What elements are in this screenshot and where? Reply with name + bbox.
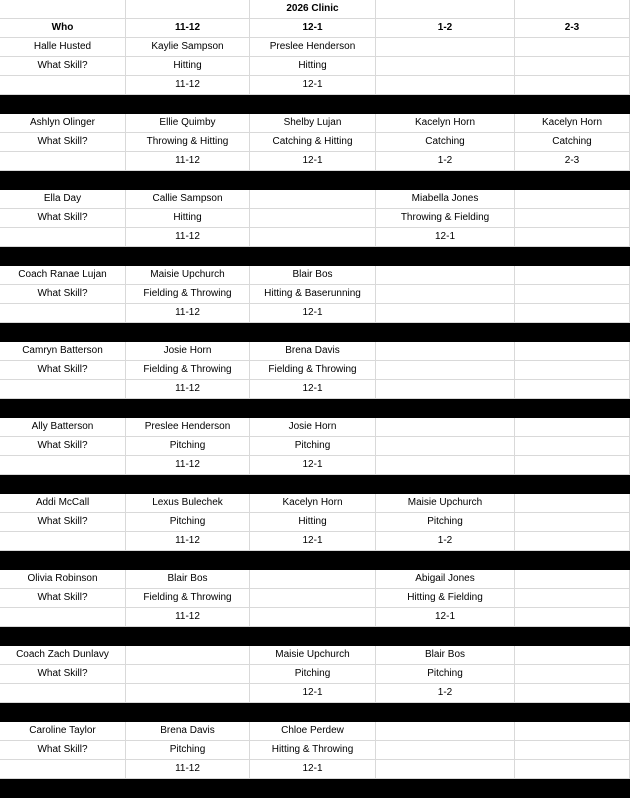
name-cell-who[interactable]: Coach Zach Dunlavy xyxy=(0,646,126,665)
time-cell-2-3[interactable]: 2-3 xyxy=(515,152,630,171)
time-cell-2-3[interactable] xyxy=(515,684,630,703)
skill-cell-11-12[interactable]: Hitting xyxy=(126,57,250,76)
name-cell-2-3[interactable]: Kacelyn Horn xyxy=(515,114,630,133)
title-cell-2-3[interactable] xyxy=(515,0,630,19)
name-cell-1-2[interactable]: Abigail Jones xyxy=(376,570,515,589)
skill-cell-12-1[interactable]: Catching & Hitting xyxy=(250,133,376,152)
name-cell-1-2[interactable]: Maisie Upchurch xyxy=(376,494,515,513)
skill-cell-11-12[interactable]: Pitching xyxy=(126,513,250,532)
time-cell-who[interactable] xyxy=(0,76,126,95)
skill-cell-2-3[interactable] xyxy=(515,209,630,228)
skill-cell-2-3[interactable] xyxy=(515,57,630,76)
skill-cell-1-2[interactable]: Catching xyxy=(376,133,515,152)
time-cell-2-3[interactable] xyxy=(515,532,630,551)
time-cell-who[interactable] xyxy=(0,228,126,247)
time-cell-12-1[interactable]: 12-1 xyxy=(250,684,376,703)
name-cell-1-2[interactable]: Kacelyn Horn xyxy=(376,114,515,133)
time-cell-2-3[interactable] xyxy=(515,228,630,247)
skill-cell-11-12[interactable]: Throwing & Hitting xyxy=(126,133,250,152)
name-cell-11-12[interactable]: Kaylie Sampson xyxy=(126,38,250,57)
time-cell-1-2[interactable] xyxy=(376,304,515,323)
name-cell-2-3[interactable] xyxy=(515,722,630,741)
skill-cell-1-2[interactable] xyxy=(376,741,515,760)
name-cell-who[interactable]: Ashlyn Olinger xyxy=(0,114,126,133)
skill-cell-2-3[interactable] xyxy=(515,589,630,608)
time-cell-12-1[interactable]: 12-1 xyxy=(250,380,376,399)
title-cell-12-1[interactable]: 2026 Clinic xyxy=(250,0,376,19)
block-separator-bar xyxy=(0,247,630,266)
block-separator-bar xyxy=(0,171,630,190)
name-cell-12-1[interactable]: Shelby Lujan xyxy=(250,114,376,133)
block-separator-bar xyxy=(0,399,630,418)
time-cell-2-3[interactable] xyxy=(515,380,630,399)
name-cell-12-1[interactable]: Blair Bos xyxy=(250,266,376,285)
name-cell-1-2[interactable]: Miabella Jones xyxy=(376,190,515,209)
time-cell-12-1[interactable]: 12-1 xyxy=(250,152,376,171)
name-cell-1-2[interactable]: Blair Bos xyxy=(376,646,515,665)
header-cell-2-3[interactable]: 2-3 xyxy=(515,19,630,38)
skill-cell-1-2[interactable]: Throwing & Fielding xyxy=(376,209,515,228)
time-cell-11-12[interactable]: 11-12 xyxy=(126,152,250,171)
skill-cell-12-1[interactable]: Hitting & Baserunning xyxy=(250,285,376,304)
block-separator-bar xyxy=(0,475,630,494)
skill-cell-11-12[interactable]: Hitting xyxy=(126,209,250,228)
skill-cell-who[interactable]: What Skill? xyxy=(0,741,126,760)
name-cell-11-12[interactable] xyxy=(126,646,250,665)
name-cell-12-1[interactable]: Chloe Perdew xyxy=(250,722,376,741)
skill-cell-1-2[interactable]: Pitching xyxy=(376,665,515,684)
time-cell-who[interactable] xyxy=(0,304,126,323)
skill-cell-12-1[interactable] xyxy=(250,209,376,228)
time-cell-11-12[interactable]: 11-12 xyxy=(126,760,250,779)
name-cell-1-2[interactable] xyxy=(376,266,515,285)
name-cell-2-3[interactable] xyxy=(515,418,630,437)
skill-cell-2-3[interactable] xyxy=(515,665,630,684)
time-cell-1-2[interactable] xyxy=(376,380,515,399)
time-cell-1-2[interactable]: 1-2 xyxy=(376,152,515,171)
name-cell-12-1[interactable]: Josie Horn xyxy=(250,418,376,437)
skill-cell-who[interactable]: What Skill? xyxy=(0,285,126,304)
time-cell-11-12[interactable]: 11-12 xyxy=(126,380,250,399)
time-cell-12-1[interactable]: 12-1 xyxy=(250,456,376,475)
time-cell-who[interactable] xyxy=(0,608,126,627)
time-cell-1-2[interactable] xyxy=(376,76,515,95)
title-cell-11-12[interactable] xyxy=(126,0,250,19)
skill-cell-12-1[interactable]: Pitching xyxy=(250,665,376,684)
skill-cell-11-12[interactable]: Pitching xyxy=(126,741,250,760)
name-cell-12-1[interactable]: Preslee Henderson xyxy=(250,38,376,57)
name-cell-12-1[interactable]: Maisie Upchurch xyxy=(250,646,376,665)
name-cell-12-1[interactable] xyxy=(250,190,376,209)
name-cell-2-3[interactable] xyxy=(515,342,630,361)
name-cell-1-2[interactable] xyxy=(376,418,515,437)
time-cell-11-12[interactable]: 11-12 xyxy=(126,76,250,95)
time-cell-1-2[interactable]: 1-2 xyxy=(376,684,515,703)
skill-cell-11-12[interactable]: Fielding & Throwing xyxy=(126,361,250,380)
time-cell-12-1[interactable]: 12-1 xyxy=(250,760,376,779)
block-separator-bar xyxy=(0,323,630,342)
name-cell-who[interactable]: Olivia Robinson xyxy=(0,570,126,589)
name-cell-who[interactable]: Ally Batterson xyxy=(0,418,126,437)
skill-cell-1-2[interactable]: Hitting & Fielding xyxy=(376,589,515,608)
skill-cell-12-1[interactable]: Pitching xyxy=(250,437,376,456)
skill-cell-12-1[interactable]: Fielding & Throwing xyxy=(250,361,376,380)
name-cell-1-2[interactable] xyxy=(376,38,515,57)
skill-cell-2-3[interactable]: Catching xyxy=(515,133,630,152)
skill-cell-12-1[interactable] xyxy=(250,589,376,608)
skill-cell-who[interactable]: What Skill? xyxy=(0,589,126,608)
block-separator-bar xyxy=(0,703,630,722)
block-separator-bar xyxy=(0,779,630,798)
skill-cell-1-2[interactable] xyxy=(376,285,515,304)
name-cell-who[interactable]: Ella Day xyxy=(0,190,126,209)
skill-cell-who[interactable]: What Skill? xyxy=(0,513,126,532)
name-cell-2-3[interactable] xyxy=(515,494,630,513)
skill-cell-who[interactable]: What Skill? xyxy=(0,665,126,684)
block-separator-bar xyxy=(0,551,630,570)
title-cell-who[interactable] xyxy=(0,0,126,19)
skill-cell-1-2[interactable] xyxy=(376,57,515,76)
name-cell-11-12[interactable]: Josie Horn xyxy=(126,342,250,361)
time-cell-2-3[interactable] xyxy=(515,456,630,475)
skill-cell-1-2[interactable] xyxy=(376,437,515,456)
name-cell-11-12[interactable]: Maisie Upchurch xyxy=(126,266,250,285)
name-cell-12-1[interactable] xyxy=(250,570,376,589)
time-cell-2-3[interactable] xyxy=(515,76,630,95)
skill-cell-12-1[interactable]: Hitting xyxy=(250,513,376,532)
name-cell-11-12[interactable]: Callie Sampson xyxy=(126,190,250,209)
time-cell-1-2[interactable]: 12-1 xyxy=(376,228,515,247)
block-separator-bar xyxy=(0,95,630,114)
time-cell-1-2[interactable]: 1-2 xyxy=(376,532,515,551)
time-cell-11-12[interactable]: 11-12 xyxy=(126,532,250,551)
name-cell-who[interactable]: Coach Ranae Lujan xyxy=(0,266,126,285)
time-cell-11-12[interactable]: 11-12 xyxy=(126,608,250,627)
block-separator-bar xyxy=(0,627,630,646)
header-cell-11-12[interactable]: 11-12 xyxy=(126,19,250,38)
header-cell-12-1[interactable]: 12-1 xyxy=(250,19,376,38)
skill-cell-2-3[interactable] xyxy=(515,361,630,380)
skill-cell-2-3[interactable] xyxy=(515,437,630,456)
skill-cell-1-2[interactable]: Pitching xyxy=(376,513,515,532)
time-cell-11-12[interactable]: 11-12 xyxy=(126,228,250,247)
time-cell-11-12[interactable]: 11-12 xyxy=(126,456,250,475)
time-cell-who[interactable] xyxy=(0,760,126,779)
time-cell-1-2[interactable]: 12-1 xyxy=(376,608,515,627)
time-cell-12-1[interactable] xyxy=(250,608,376,627)
skill-cell-12-1[interactable]: Hitting & Throwing xyxy=(250,741,376,760)
name-cell-2-3[interactable] xyxy=(515,570,630,589)
skill-cell-who[interactable]: What Skill? xyxy=(0,57,126,76)
name-cell-11-12[interactable]: Ellie Quimby xyxy=(126,114,250,133)
name-cell-12-1[interactable]: Kacelyn Horn xyxy=(250,494,376,513)
name-cell-2-3[interactable] xyxy=(515,38,630,57)
name-cell-12-1[interactable]: Brena Davis xyxy=(250,342,376,361)
name-cell-2-3[interactable] xyxy=(515,190,630,209)
time-cell-12-1[interactable]: 12-1 xyxy=(250,76,376,95)
time-cell-2-3[interactable] xyxy=(515,304,630,323)
time-cell-2-3[interactable] xyxy=(515,760,630,779)
skill-cell-11-12[interactable]: Pitching xyxy=(126,437,250,456)
skill-cell-2-3[interactable] xyxy=(515,513,630,532)
name-cell-11-12[interactable]: Lexus Bulechek xyxy=(126,494,250,513)
name-cell-11-12[interactable]: Blair Bos xyxy=(126,570,250,589)
time-cell-1-2[interactable] xyxy=(376,456,515,475)
skill-cell-who[interactable]: What Skill? xyxy=(0,209,126,228)
skill-cell-1-2[interactable] xyxy=(376,361,515,380)
skill-cell-2-3[interactable] xyxy=(515,285,630,304)
skill-cell-who[interactable]: What Skill? xyxy=(0,437,126,456)
header-cell-1-2[interactable]: 1-2 xyxy=(376,19,515,38)
skill-cell-who[interactable]: What Skill? xyxy=(0,361,126,380)
name-cell-11-12[interactable]: Preslee Henderson xyxy=(126,418,250,437)
skill-cell-11-12[interactable]: Fielding & Throwing xyxy=(126,285,250,304)
header-cell-who[interactable]: Who xyxy=(0,19,126,38)
time-cell-who[interactable] xyxy=(0,684,126,703)
name-cell-who[interactable]: Addi McCall xyxy=(0,494,126,513)
name-cell-11-12[interactable]: Brena Davis xyxy=(126,722,250,741)
name-cell-who[interactable]: Camryn Batterson xyxy=(0,342,126,361)
time-cell-11-12[interactable] xyxy=(126,684,250,703)
skill-cell-2-3[interactable] xyxy=(515,741,630,760)
time-cell-12-1[interactable] xyxy=(250,228,376,247)
skill-cell-who[interactable]: What Skill? xyxy=(0,133,126,152)
time-cell-who[interactable] xyxy=(0,532,126,551)
time-cell-11-12[interactable]: 11-12 xyxy=(126,304,250,323)
skill-cell-11-12[interactable] xyxy=(126,665,250,684)
time-cell-1-2[interactable] xyxy=(376,760,515,779)
title-cell-1-2[interactable] xyxy=(376,0,515,19)
time-cell-who[interactable] xyxy=(0,380,126,399)
name-cell-1-2[interactable] xyxy=(376,722,515,741)
time-cell-12-1[interactable]: 12-1 xyxy=(250,532,376,551)
name-cell-2-3[interactable] xyxy=(515,266,630,285)
time-cell-2-3[interactable] xyxy=(515,608,630,627)
name-cell-1-2[interactable] xyxy=(376,342,515,361)
skill-cell-12-1[interactable]: Hitting xyxy=(250,57,376,76)
name-cell-who[interactable]: Halle Husted xyxy=(0,38,126,57)
time-cell-who[interactable] xyxy=(0,456,126,475)
name-cell-who[interactable]: Caroline Taylor xyxy=(0,722,126,741)
name-cell-2-3[interactable] xyxy=(515,646,630,665)
skill-cell-11-12[interactable]: Fielding & Throwing xyxy=(126,589,250,608)
time-cell-who[interactable] xyxy=(0,152,126,171)
time-cell-12-1[interactable]: 12-1 xyxy=(250,304,376,323)
